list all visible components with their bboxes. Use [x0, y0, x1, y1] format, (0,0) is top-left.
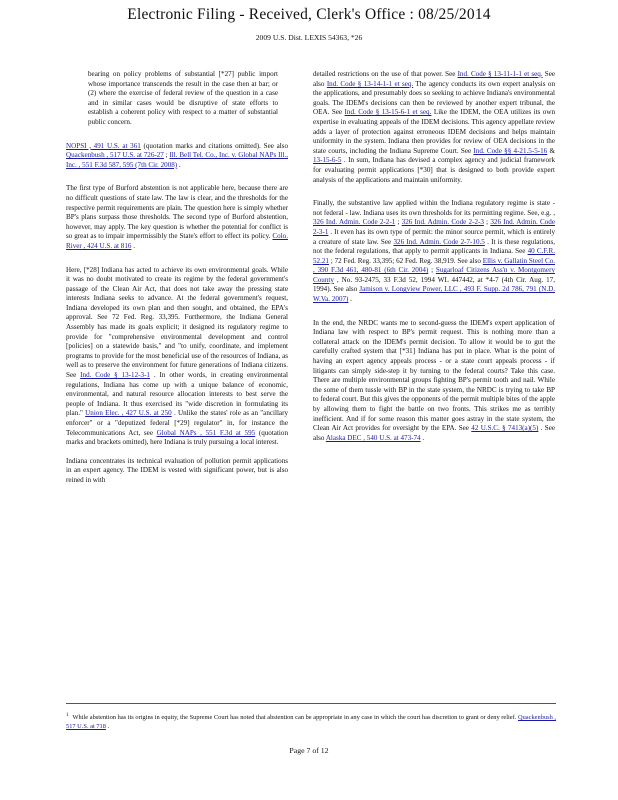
paragraph-text: . In other words, in creating environmental regulations, Indiana has come up with a unique balance of economic, environmental, and natural resource allocation interests to best serve the people of Indiana. It thus exercised its "wide discretion in formulating its plan.": [66, 371, 288, 418]
nopsi-link[interactable]: NOPSI , 491 U.S. at 361: [66, 141, 141, 150]
paragraph-text: . See also: [313, 424, 555, 442]
footnote: [66, 711, 556, 731]
paragraph-text: Like the IDEM, the OEA utilizes its own expertise in evaluating appeals of the IDEM decisions. This agency appellate review adds a layer of protection against erroneous IDEM decisions and helps maintain uniformity in the system. Indiana then provides for review of OEA decisions in the state courts, including the Indiana Supreme Court. See: [313, 108, 555, 155]
paragraph-text: The agency conducts its own expert analysis on the applications, and presumably does so seeking to achieve Indiana's environmental goals. The IDEM's decisions can then be reviewed by another expert tribunal, the OEA. See: [313, 79, 555, 117]
admin-code-link[interactable]: 326 Ind. Admin. Code 2-7-10.5: [393, 237, 485, 246]
quackenbush-link[interactable]: Quackenbush , 517 U.S. at 718: [66, 714, 556, 731]
admin-code-link[interactable]: 326 Ind. Admin. Code 2-2-1: [313, 218, 396, 227]
colo-river-link[interactable]: Colo. River , 424 U.S. at 816: [66, 232, 288, 250]
restrictions-paragraph: [313, 70, 555, 185]
paragraph-text: . It even has its own type of permit: the minor source permit, which is entirely a creature of state law. See: [313, 227, 555, 246]
paragraph-text: The first type of Burford abstention is not applicable here, because there are no difficult questions of state law. The law is clear, and the thresholds for the respective permit requirements are plain. The question here is simply whether BP's plans surpass those thresholds. The second type of Burford abstention, however, may apply. The key question is whether the potential for conflict is so great as to impair impermissibly the State's effort to effect its policy.: [66, 184, 288, 241]
ind-code-link[interactable]: 13-15-6-5: [313, 156, 342, 165]
page-header: Electronic Filing - Received, Clerk's Office : 08/25/2014: [127, 6, 491, 23]
ind-code-link[interactable]: Ind. Code § 13-14-1-1 et seq.: [326, 79, 414, 88]
case-citation: 2009 U.S. Dist. LEXIS 54363, *26: [255, 33, 363, 42]
paragraph-text: . In sum, Indiana has devised a complex agency and judicial framework for evaluating permit applications [*30] that is designed to both provide expert analysis of the applications and maintain uniformity.: [313, 156, 555, 184]
paragraph-text: Finally, the substantive law applied within the Indiana regulatory regime is state - not federal - law. Indiana uses its own thresholds for its permitting regime. See, e.g. ,: [313, 199, 555, 217]
paragraph-text: ; 72 Fed. Reg. 33,395; 62 Fed. Reg. 38,919. See also: [328, 256, 483, 265]
ellis-link[interactable]: Ellis v. Gallatin Steel Co. , 390 F.3d 461, 480-81 (6th Cir. 2004): [313, 256, 555, 275]
paragraph-text: ;: [395, 218, 402, 227]
footnote-divider: [66, 703, 556, 704]
usc-link[interactable]: 42 U.S.C. § 7413(a)(5): [471, 424, 539, 433]
union-elec-link[interactable]: Union Elec. , 427 U.S. at 250: [85, 409, 172, 418]
citation-text: .: [177, 160, 181, 169]
jamison-link[interactable]: Jamison v. Longview Power, LLC , 493 F. Supp. 2d 786, 791 (N.D. W.Va. 2007): [313, 285, 555, 304]
sugarloaf-link[interactable]: Sugarloaf Citizens Ass'n v. Montgomery County: [313, 266, 555, 284]
paragraph-text: See also: [313, 70, 555, 88]
paragraph-text: Here, [*28] Indiana has acted to achieve its own environmental goals. While it was no doubt motivated to create its regime by the federal government's passage of the Clean Air Act, that does not take away the pressing state interests Indiana seeks to advance. At the federal government's request, Indiana developed its own plan and then sought, and obtained, the EPA's approval. See 72 Fed. Reg. 33,395. Furthermore, the Indiana General Assembly has made its goals explicit; it designed its regulatory regime to provide for "comprehensive environmental development and control [policies] on a statewide basis," and "to unify, coordinate, and implement programs to provide for the most beneficial use of the resources of Indiana, as well as to preserve the environment for future generations of Indiana citizens. See: [66, 265, 288, 380]
alaska-dec-link[interactable]: Alaska DEC , 540 U.S. at 473-74: [325, 433, 421, 442]
footnote-text: While abstention has its origins in equity, the Supreme Court has noted that abstention can be appropriate in any case in which the court has discretion to grant or deny relief.: [72, 714, 518, 722]
footnote-marker: 1: [66, 713, 69, 718]
paragraph-text: (quotation marks and brackets omitted), here Indiana is truly pursuing a local interest.: [66, 428, 288, 447]
global-naps-link[interactable]: Ill. Bell Tel. Co., Inc. v. Global NAPs Ill., Inc. , 551 F.3d 587, 595 (7th Cir. 2008): [66, 151, 288, 169]
nrdc-paragraph: [313, 319, 555, 444]
paragraph-text: , No. 93-2475, 33 F.3d 52, 1994 WL 447442, at *4-7 (4th Cir. Aug. 17, 1994). See also: [313, 275, 555, 294]
right-column: [313, 70, 555, 452]
global-naps-link[interactable]: Global NAPs , 551 F.3d at 595: [156, 428, 256, 437]
paragraph-text: . It is these regulations, not the federal regulations, that apply to permit applicants in Indiana. See: [313, 237, 555, 256]
paragraph-text: ;: [428, 266, 436, 275]
paragraph-text: detailed restrictions on the use of that power. See: [313, 70, 458, 78]
indiana-goals-paragraph: [66, 266, 288, 448]
paragraph-text: .: [420, 433, 425, 442]
substantive-law-paragraph: [313, 199, 555, 305]
admin-code-link[interactable]: 326 Ind. Admin. Code 2-2-3: [401, 218, 484, 227]
agency-paragraph: Indiana concentrates its technical evaluation of pollution permit applications in an expert agency. The IDEM is vested with significant power, but is also reined in with: [66, 456, 288, 484]
paragraph-text: .: [348, 295, 352, 304]
footnote-text: .: [105, 723, 110, 731]
left-column: [66, 70, 288, 495]
cfr-link[interactable]: 40 C.F.R. 52.21: [313, 247, 555, 265]
page-number: Page 7 of 12: [289, 746, 329, 755]
quackenbush-link[interactable]: Quackenbush , 517 U.S. at 726-27: [66, 151, 164, 160]
admin-code-link[interactable]: 326 Ind. Admin. Code 2-3-1: [313, 218, 555, 236]
citation-paragraph: [66, 142, 288, 171]
ind-code-link[interactable]: Ind. Code § 13-11-1-1 et seq.: [457, 70, 543, 78]
citation-text: ;: [163, 151, 170, 160]
paragraph-text: &: [547, 146, 556, 155]
ind-code-link[interactable]: Ind. Code §§ 4-21.5-5-16: [473, 146, 548, 155]
citation-text: (quotation marks and citations omitted). See also: [140, 141, 288, 150]
ind-code-link[interactable]: Ind. Code § 13-12-3-1: [80, 371, 150, 380]
burford-paragraph: [66, 184, 288, 251]
paragraph-text: . Unlike the states' role as an "ancillary enforcer" or a "deputized federal [*29] regulator" in, for instance the Telecommunications Act, see: [66, 409, 288, 437]
paragraph-text: In the end, the NRDC wants me to second-guess the IDEM's expert application of Indiana law with respect to BP's permit request. This is nothing more than a collateral attack on the IDEM's permit decision. To allow it would be to gut the carefully crafted system that [*31] Indiana has put in place. What is the point of having an expert agency appeals process - or a state court appeals process - if litigants can simply side-step it by turning to the federal courts? Take this case. There are multiple environmental groups fighting BP's permit tooth and nail. While the some of them tussle with BP in the state system, the NRDC is trying to take BP to federal court. But this gives the opponents of the permit multiple bites of the apple by allowing them to fight the battle on two fronts. This strikes me as terribly inefficient. And if for some reason this matter goes astray in the state system, the Clean Air Act provides for oversight by the EPA. See: [313, 318, 555, 433]
quoted-passage: bearing on policy problems of substantial [*27] public import whose importance transcends the result in the case then at bar; or (2) where the exercise of federal review of the question in a case and in similar cases would be disruptive of state efforts to establish a coherent policy with respect to a matter of substantial public concern.: [88, 70, 278, 126]
paragraph-text: ;: [483, 218, 491, 227]
ind-code-link[interactable]: Ind. Code § 13-15-6-1 et seq.: [344, 108, 432, 117]
paragraph-text: .: [131, 241, 135, 250]
